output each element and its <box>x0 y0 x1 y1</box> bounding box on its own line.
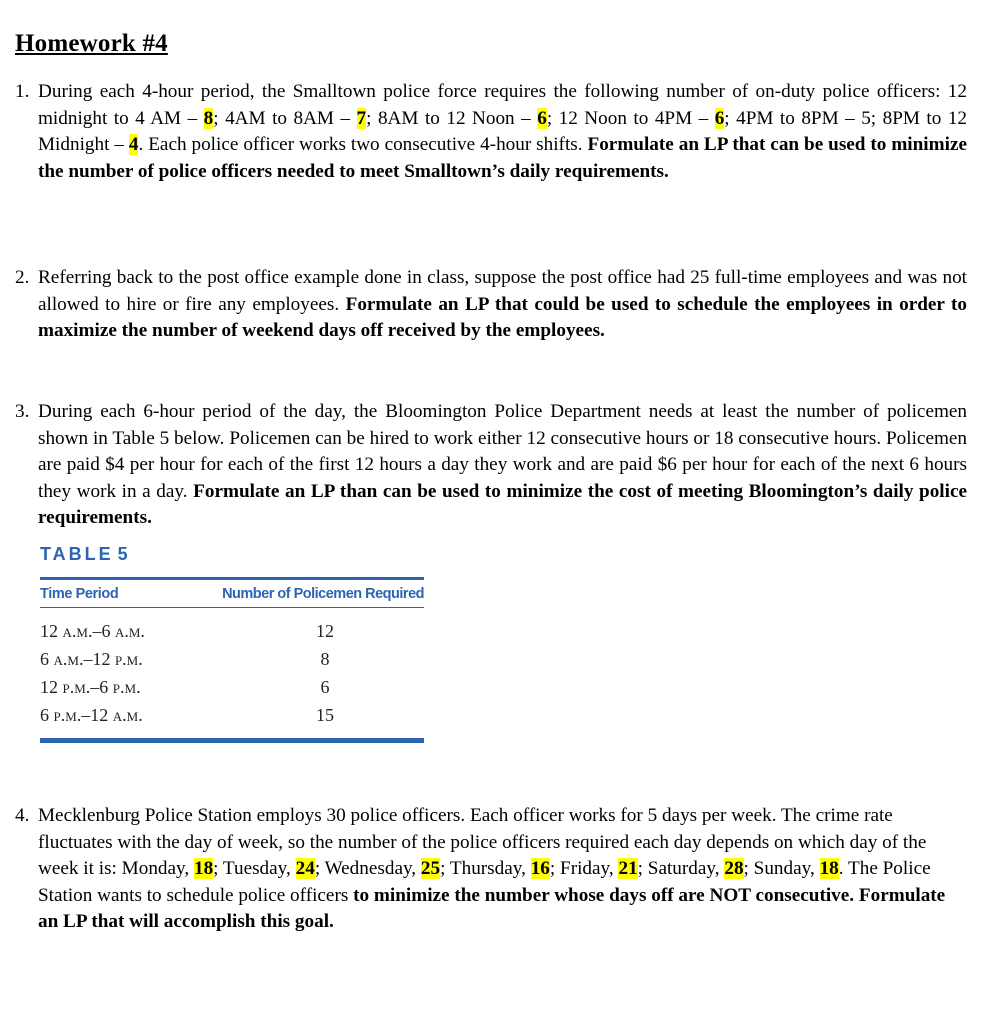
policemen-table <box>40 544 424 743</box>
table-caption-label: TABLE <box>40 544 114 564</box>
text-run: ; Sunday, <box>743 858 820 879</box>
table-row <box>40 616 424 644</box>
text-run: ; 12 Noon to 4PM – <box>546 107 715 129</box>
table-row <box>40 644 424 672</box>
highlighted-value: 8 <box>203 107 214 129</box>
highlighted-value: 7 <box>356 107 367 129</box>
highlighted-value: 6 <box>714 107 725 129</box>
question-text <box>38 803 967 936</box>
highlighted-value: 18 <box>193 858 214 879</box>
text-run: During each 6-hour period of the day, the Bloomington Police Department needs at least the number of policemen shown in Table 5 below. Policemen can be hired to work either 12 consecutive hours or 18 consecutive hours. Policemen are paid $4 per hour for each of the first 12 hours a day they work and are paid $6 per hour for each of the next 6 hours they work in a day. <box>38 401 967 502</box>
highlighted-value: 25 <box>420 858 441 879</box>
text-run: ; Friday, <box>549 858 619 879</box>
text-run: . Each police officer works two consecutive 4-hour shifts. <box>138 134 588 155</box>
question-2 <box>15 265 967 345</box>
cell-time-period: 12 p.m.–6 p.m. <box>40 677 141 697</box>
table-caption-number: 5 <box>117 544 128 564</box>
text-run: Mecklenburg Police Station employs 30 police officers. Each officer works for 5 days per week. The crime rate fluctuates with the day of week, so the number of the police officers required each day depends on which day of the week it is: Monday, <box>38 805 927 879</box>
question-number: 3. <box>15 401 30 422</box>
text-run: ; 4PM to 8PM – 5; 8PM to 12 Midnight – <box>38 107 968 155</box>
table-bottom-rule <box>40 738 424 743</box>
table-body <box>40 608 424 738</box>
cell-time-period: 6 p.m.–12 a.m. <box>40 705 143 725</box>
text-run: Referring back to the post office example done in class, suppose the post office had 25 full-time employees and was not allowed to hire or fire any employees. <box>38 267 967 315</box>
task-instruction: Formulate an LP than can be used to minimize the cost of meeting Bloomington’s daily police requirements. <box>38 480 967 528</box>
table-row <box>40 700 424 728</box>
table-header <box>40 580 424 608</box>
question-number: 2. <box>15 267 30 288</box>
text-run: ; Wednesday, <box>314 858 421 879</box>
text-run: ; 8AM to 12 Noon – <box>366 107 538 129</box>
question-number: 4. <box>15 805 30 826</box>
cell-time-period: 6 a.m.–12 p.m. <box>40 649 143 669</box>
cell-required: 8 <box>320 649 330 669</box>
task-instruction: to minimize the number whose days off are NOT consecutive. Formulate an LP that will accomplish this goal. <box>38 884 946 932</box>
text-run: During each 4-hour period, the Smalltown police force requires the following number of on-duty police officers: 12 midnight to 4 AM – <box>38 81 967 129</box>
cell-time-period: 12 a.m.–6 a.m. <box>40 621 145 641</box>
question-1 <box>15 79 967 185</box>
task-instruction: Formulate an LP that could be used to schedule the employees in order to maximize the number of weekend days off received by the employees. <box>38 293 967 341</box>
highlighted-value: 21 <box>618 858 638 879</box>
highlighted-value: 24 <box>295 858 315 879</box>
highlighted-value: 28 <box>724 858 744 879</box>
page-title: Homework #4 <box>15 30 168 57</box>
text-run: ; 4AM to 8AM – <box>213 107 357 129</box>
cell-required: 6 <box>320 677 330 697</box>
cell-required: 12 <box>316 621 334 641</box>
question-number: 1. <box>15 81 30 102</box>
question-3 <box>15 399 967 532</box>
question-text <box>38 265 967 345</box>
question-4 <box>15 803 967 936</box>
highlighted-value: 18 <box>819 858 839 879</box>
highlighted-value: 4 <box>128 134 139 155</box>
text-run: . The Police Station wants to schedule police officers <box>38 858 931 906</box>
text-run: ; Tuesday, <box>213 858 296 879</box>
table-caption <box>40 544 424 565</box>
cell-required: 15 <box>316 705 334 725</box>
text-run: ; Saturday, <box>637 858 725 879</box>
column-header-time-period: Time Period <box>40 586 119 602</box>
highlighted-value: 6 <box>537 107 547 129</box>
text-run: ; Thursday, <box>440 858 531 879</box>
column-header-policemen-required: Number of Policemen Required <box>222 586 424 602</box>
table-row <box>40 672 424 700</box>
task-instruction: Formulate an LP that can be used to minimize the number of police officers needed to meet Smalltown’s daily requirements. <box>38 134 967 182</box>
highlighted-value: 16 <box>530 858 550 879</box>
question-text <box>38 399 967 532</box>
question-text <box>38 79 967 185</box>
